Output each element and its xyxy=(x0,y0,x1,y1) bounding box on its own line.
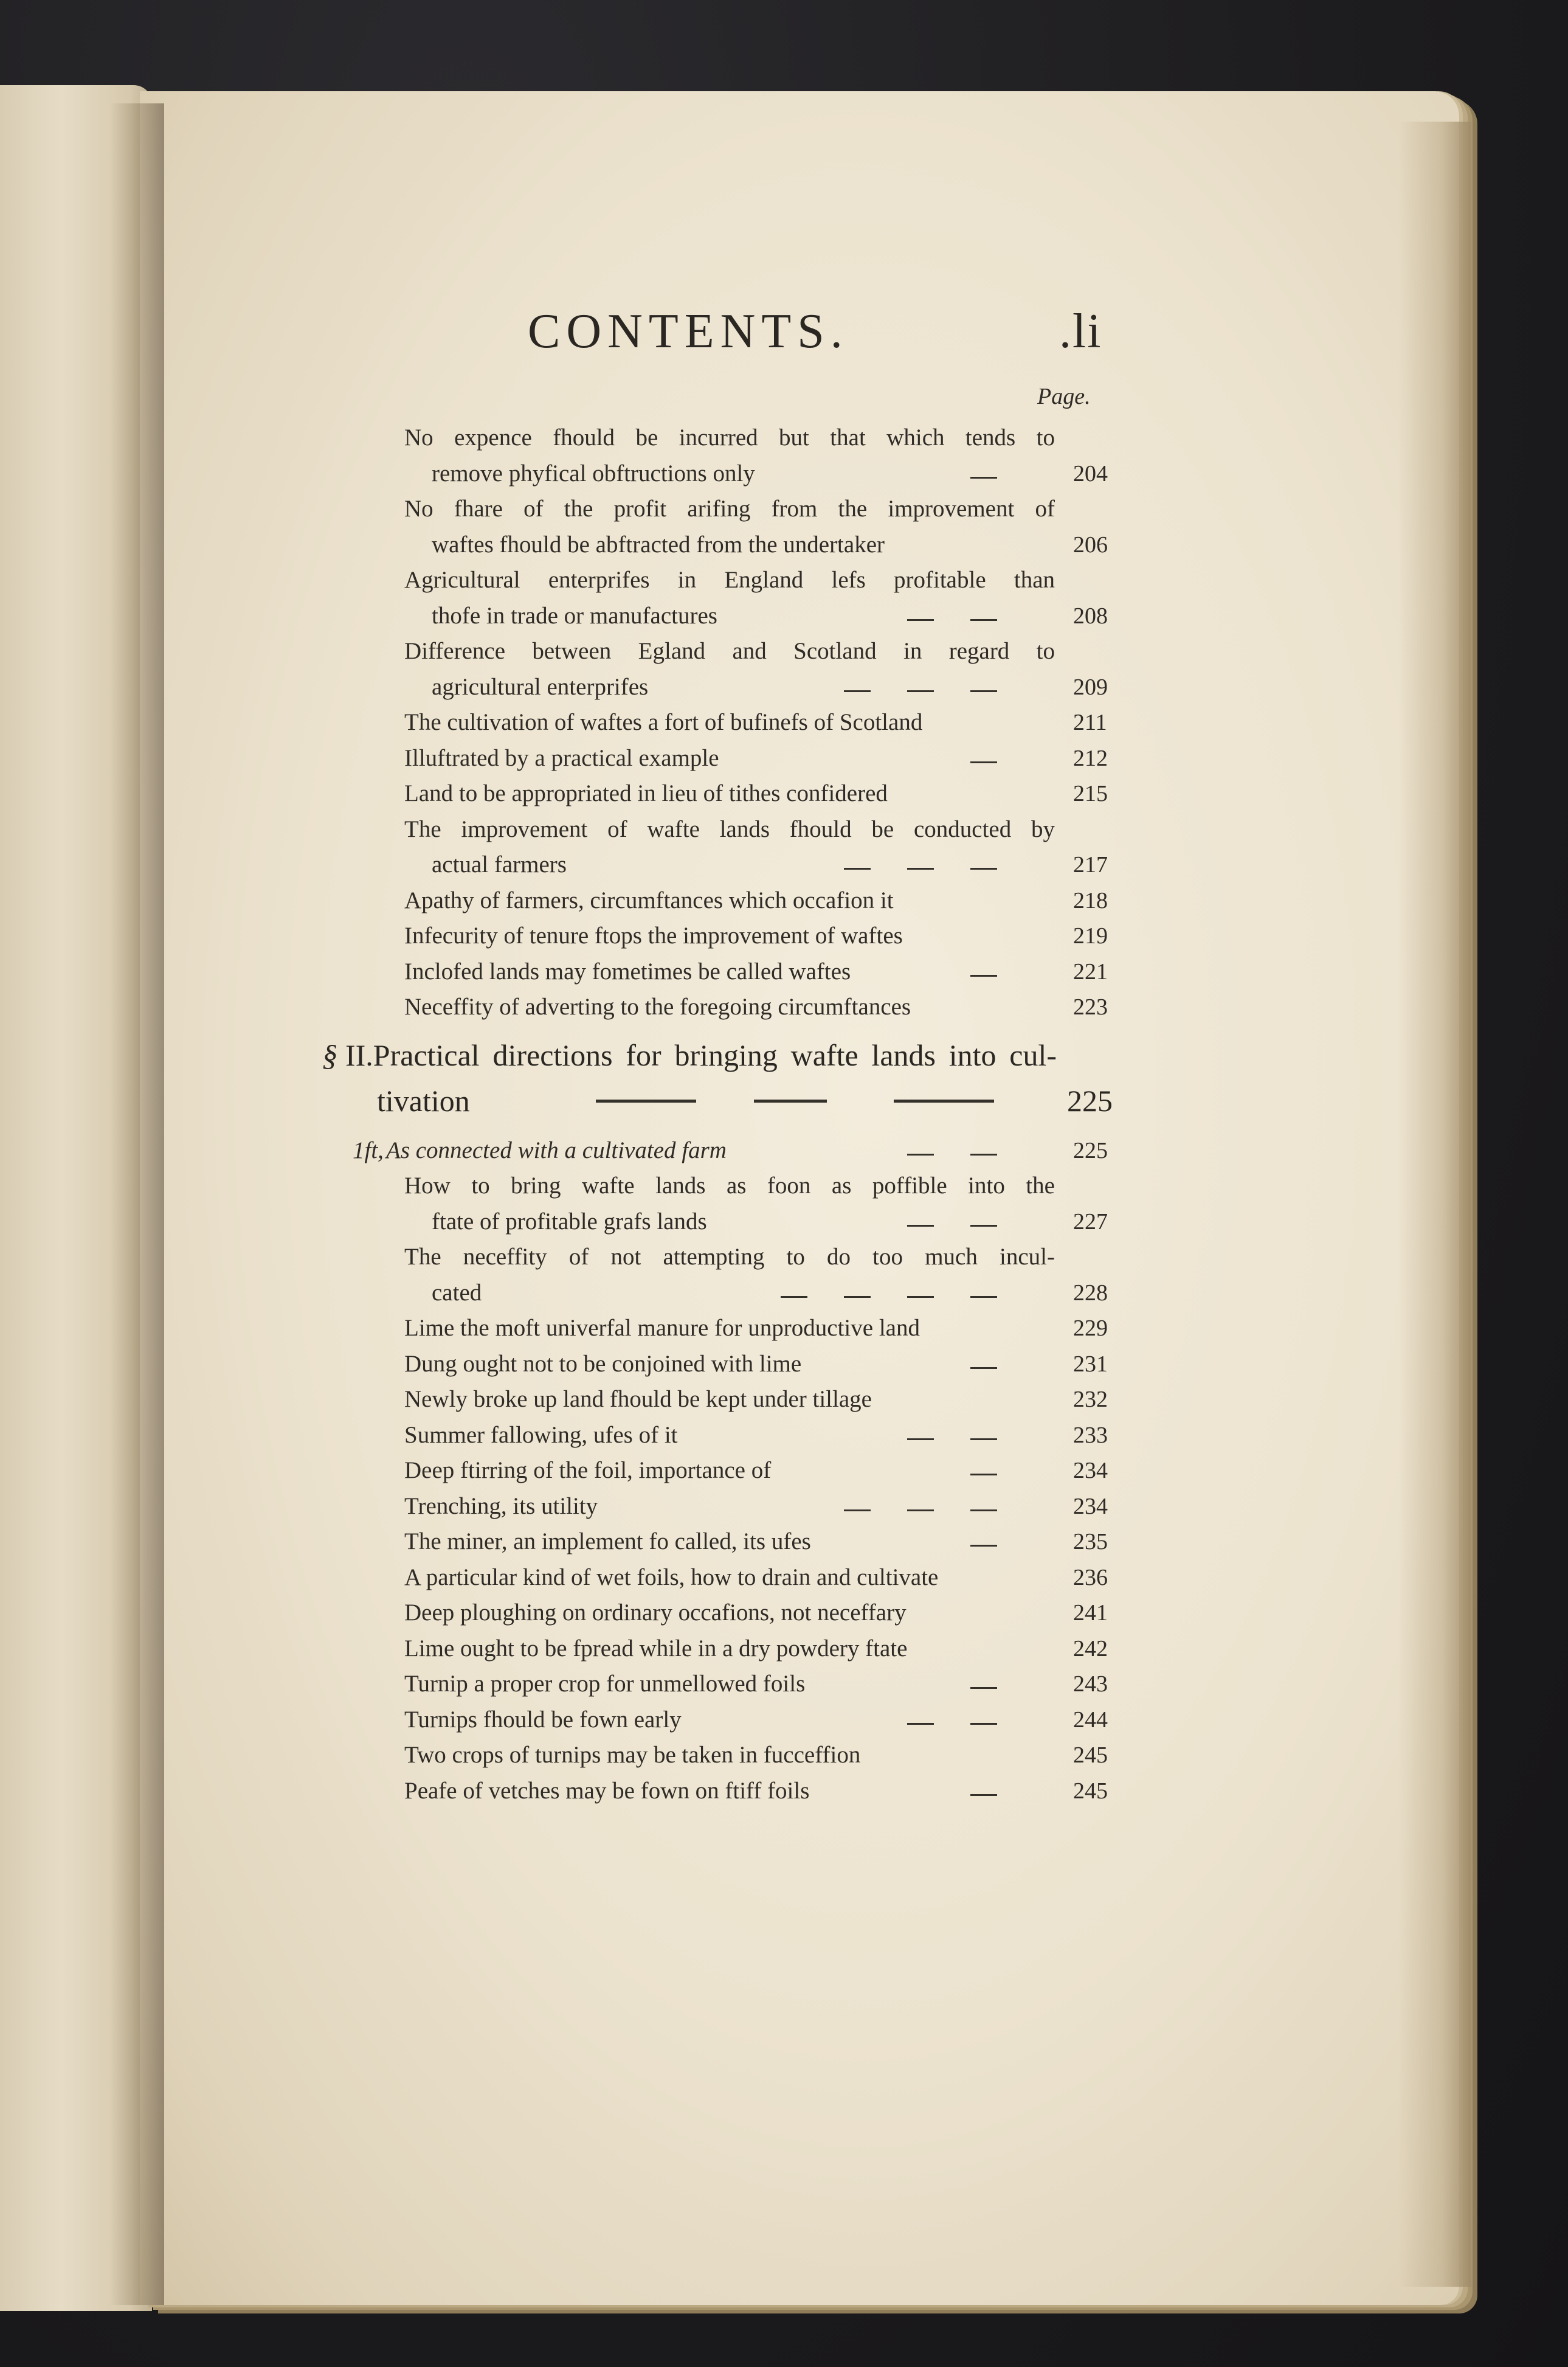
contents-entry-line: How to bring wafte lands as foon as poffible into the xyxy=(404,1173,1055,1199)
leader-rule xyxy=(754,1100,827,1103)
contents-entry-line: remove phyfical obftructions only xyxy=(432,460,755,487)
page-number: 215 xyxy=(1073,781,1108,806)
leader-dash xyxy=(907,690,934,692)
leader-dash xyxy=(907,1296,934,1298)
page-number: 204 xyxy=(1073,460,1108,487)
page-number: 232 xyxy=(1073,1387,1108,1412)
contents-entry-line: thofe in trade or manufactures xyxy=(432,602,717,629)
page-number: 231 xyxy=(1073,1351,1108,1377)
page-number: 218 xyxy=(1073,887,1108,913)
page-number: 217 xyxy=(1073,852,1108,878)
page-number: 209 xyxy=(1073,674,1108,700)
leader-dash xyxy=(970,619,997,621)
contents-entry-line: Land to be appropriated in lieu of tithes confidered xyxy=(404,780,888,806)
leader-dash xyxy=(844,690,871,692)
section-heading-cont: tivation xyxy=(377,1084,470,1118)
contents-entry-line: Illuftrated by a practical example xyxy=(404,744,719,771)
contents-entry-line: A particular kind of wet foils, how to drain and cultivate xyxy=(404,1564,939,1590)
running-head: CONTENTS. xyxy=(528,305,849,358)
leader-dash xyxy=(844,868,871,870)
leader-dash xyxy=(907,619,934,621)
contents-entry-line: The neceffity of not attempting to do too much incul- xyxy=(404,1244,1055,1270)
leader-dash xyxy=(970,1474,997,1475)
section-page-number: 225 xyxy=(1067,1084,1113,1118)
leader-dash xyxy=(970,690,997,692)
book-gutter xyxy=(109,103,164,2305)
leader-dash xyxy=(907,1154,934,1156)
contents-entry-line: Difference between Egland and Scotland in regard to xyxy=(404,638,1055,664)
contents-entry-line: Deep ftirring of the foil, importance of xyxy=(404,1457,772,1483)
contents-entry-line: Turnip a proper crop for unmellowed foils xyxy=(404,1671,806,1697)
leader-dash xyxy=(781,1296,807,1298)
section-heading: II.Practical directions for bringing wafte lands into cul- xyxy=(345,1038,1057,1072)
contents-entry-line: actual farmers xyxy=(432,851,567,878)
contents-entry-line: Trenching, its utility xyxy=(404,1492,598,1519)
leader-dash xyxy=(970,868,997,870)
leader-dash xyxy=(907,1509,934,1511)
page-number: 234 xyxy=(1073,1458,1108,1483)
leader-dash xyxy=(970,761,997,763)
contents-entry-line: Deep ploughing on ordinary occafions, not neceffary xyxy=(404,1599,907,1626)
page-number: 206 xyxy=(1073,532,1108,558)
leader-dash xyxy=(970,1687,997,1689)
contents-entry-line: Apathy of farmers, circumftances which occafion it xyxy=(404,887,894,913)
page-number: 235 xyxy=(1073,1529,1108,1554)
leader-dash xyxy=(907,1225,934,1227)
leader-dash xyxy=(970,1509,997,1511)
section-mark: § xyxy=(322,1038,337,1072)
page-number: 234 xyxy=(1073,1493,1108,1519)
leader-dash xyxy=(970,1545,997,1547)
page-number: 221 xyxy=(1073,958,1108,985)
page-column-label: Page. xyxy=(1037,384,1091,409)
contents-entry-line: The cultivation of waftes a fort of bufinefs of Scotland xyxy=(404,709,923,735)
contents-entry-line: The miner, an implement fo called, its ufes xyxy=(404,1528,811,1554)
page-number: 245 xyxy=(1073,1742,1108,1768)
page-number: 244 xyxy=(1073,1707,1108,1733)
leader-rule xyxy=(596,1100,696,1103)
page-number: 229 xyxy=(1073,1315,1108,1341)
contents-entry-line: No expence fhould be incurred but that which tends to xyxy=(404,425,1055,451)
leader-dash xyxy=(970,1723,997,1725)
page-number: 236 xyxy=(1073,1564,1108,1590)
page-number: 241 xyxy=(1073,1600,1108,1626)
contents-entry-line: agricultural enterprifes xyxy=(432,673,649,700)
contents-entry-line: ftate of profitable grafs lands xyxy=(432,1208,707,1235)
page-number: 211 xyxy=(1073,710,1107,735)
leader-dash xyxy=(844,1296,871,1298)
leader-dash xyxy=(970,1296,997,1298)
page-number: 219 xyxy=(1073,923,1108,949)
contents-entry-line: Lime ought to be fpread while in a dry powdery ftate xyxy=(404,1635,908,1662)
contents-entry-line: waftes fhould be abftracted from the undertaker xyxy=(432,531,885,558)
subsection-title: As connected with a cultivated farm xyxy=(386,1137,727,1163)
leader-dash xyxy=(970,1794,997,1796)
leader-dash xyxy=(907,1438,934,1440)
contents-entry-line: The improvement of wafte lands fhould be conducted by xyxy=(404,816,1055,842)
page-number: 233 xyxy=(1073,1422,1108,1448)
folio-number: .li xyxy=(1059,305,1102,358)
contents-entry-line: Two crops of turnips may be taken in fucceffion xyxy=(404,1742,861,1768)
page-fore-edge xyxy=(1398,122,1471,2287)
leader-dash xyxy=(970,975,997,977)
contents-entry-line: Lime the moft univerfal manure for unproductive land xyxy=(404,1315,920,1341)
contents-entry-line: Summer fallowing, ufes of it xyxy=(404,1421,678,1448)
leader-dash xyxy=(844,1509,871,1511)
leader-dash xyxy=(970,1154,997,1156)
leader-dash xyxy=(970,1367,997,1369)
contents-entry-line: Inclofed lands may fometimes be called waftes xyxy=(404,958,851,985)
page-number: 223 xyxy=(1073,994,1108,1020)
page-number: 208 xyxy=(1073,603,1108,629)
contents-entry-line: Turnips fhould be fown early xyxy=(404,1706,682,1733)
contents-entry-line: Peafe of vetches may be fown on ftiff foils xyxy=(404,1777,810,1804)
page-number: 227 xyxy=(1073,1208,1108,1235)
contents-entry-line: cated xyxy=(432,1279,482,1306)
leader-dash xyxy=(970,1225,997,1227)
contents-entry-line: No fhare of the profit arifing from the improvement of xyxy=(404,496,1055,522)
page-number: 245 xyxy=(1073,1778,1108,1804)
page-number: 212 xyxy=(1073,745,1108,771)
leader-rule xyxy=(894,1100,994,1103)
contents-entry-line: Newly broke up land fhould be kept under tillage xyxy=(404,1386,872,1412)
page-number: 242 xyxy=(1073,1635,1108,1662)
leader-dash xyxy=(970,1438,997,1440)
contents-entry-line: Infecurity of tenure ftops the improvement of waftes xyxy=(404,923,903,949)
contents-entry-line: Agricultural enterprifes in England lefs profitable than xyxy=(404,567,1055,593)
leader-dash xyxy=(970,477,997,479)
page-number: 243 xyxy=(1073,1671,1108,1697)
page-number: 228 xyxy=(1073,1280,1108,1306)
leader-dash xyxy=(907,1723,934,1725)
contents-entry-line: Neceffity of adverting to the foregoing circumftances xyxy=(404,994,911,1020)
subsection-label: 1ft, xyxy=(353,1137,384,1163)
leader-dash xyxy=(907,868,934,870)
contents-entry-line: Dung ought not to be conjoined with lime xyxy=(404,1350,802,1377)
page-number: 225 xyxy=(1073,1138,1108,1163)
